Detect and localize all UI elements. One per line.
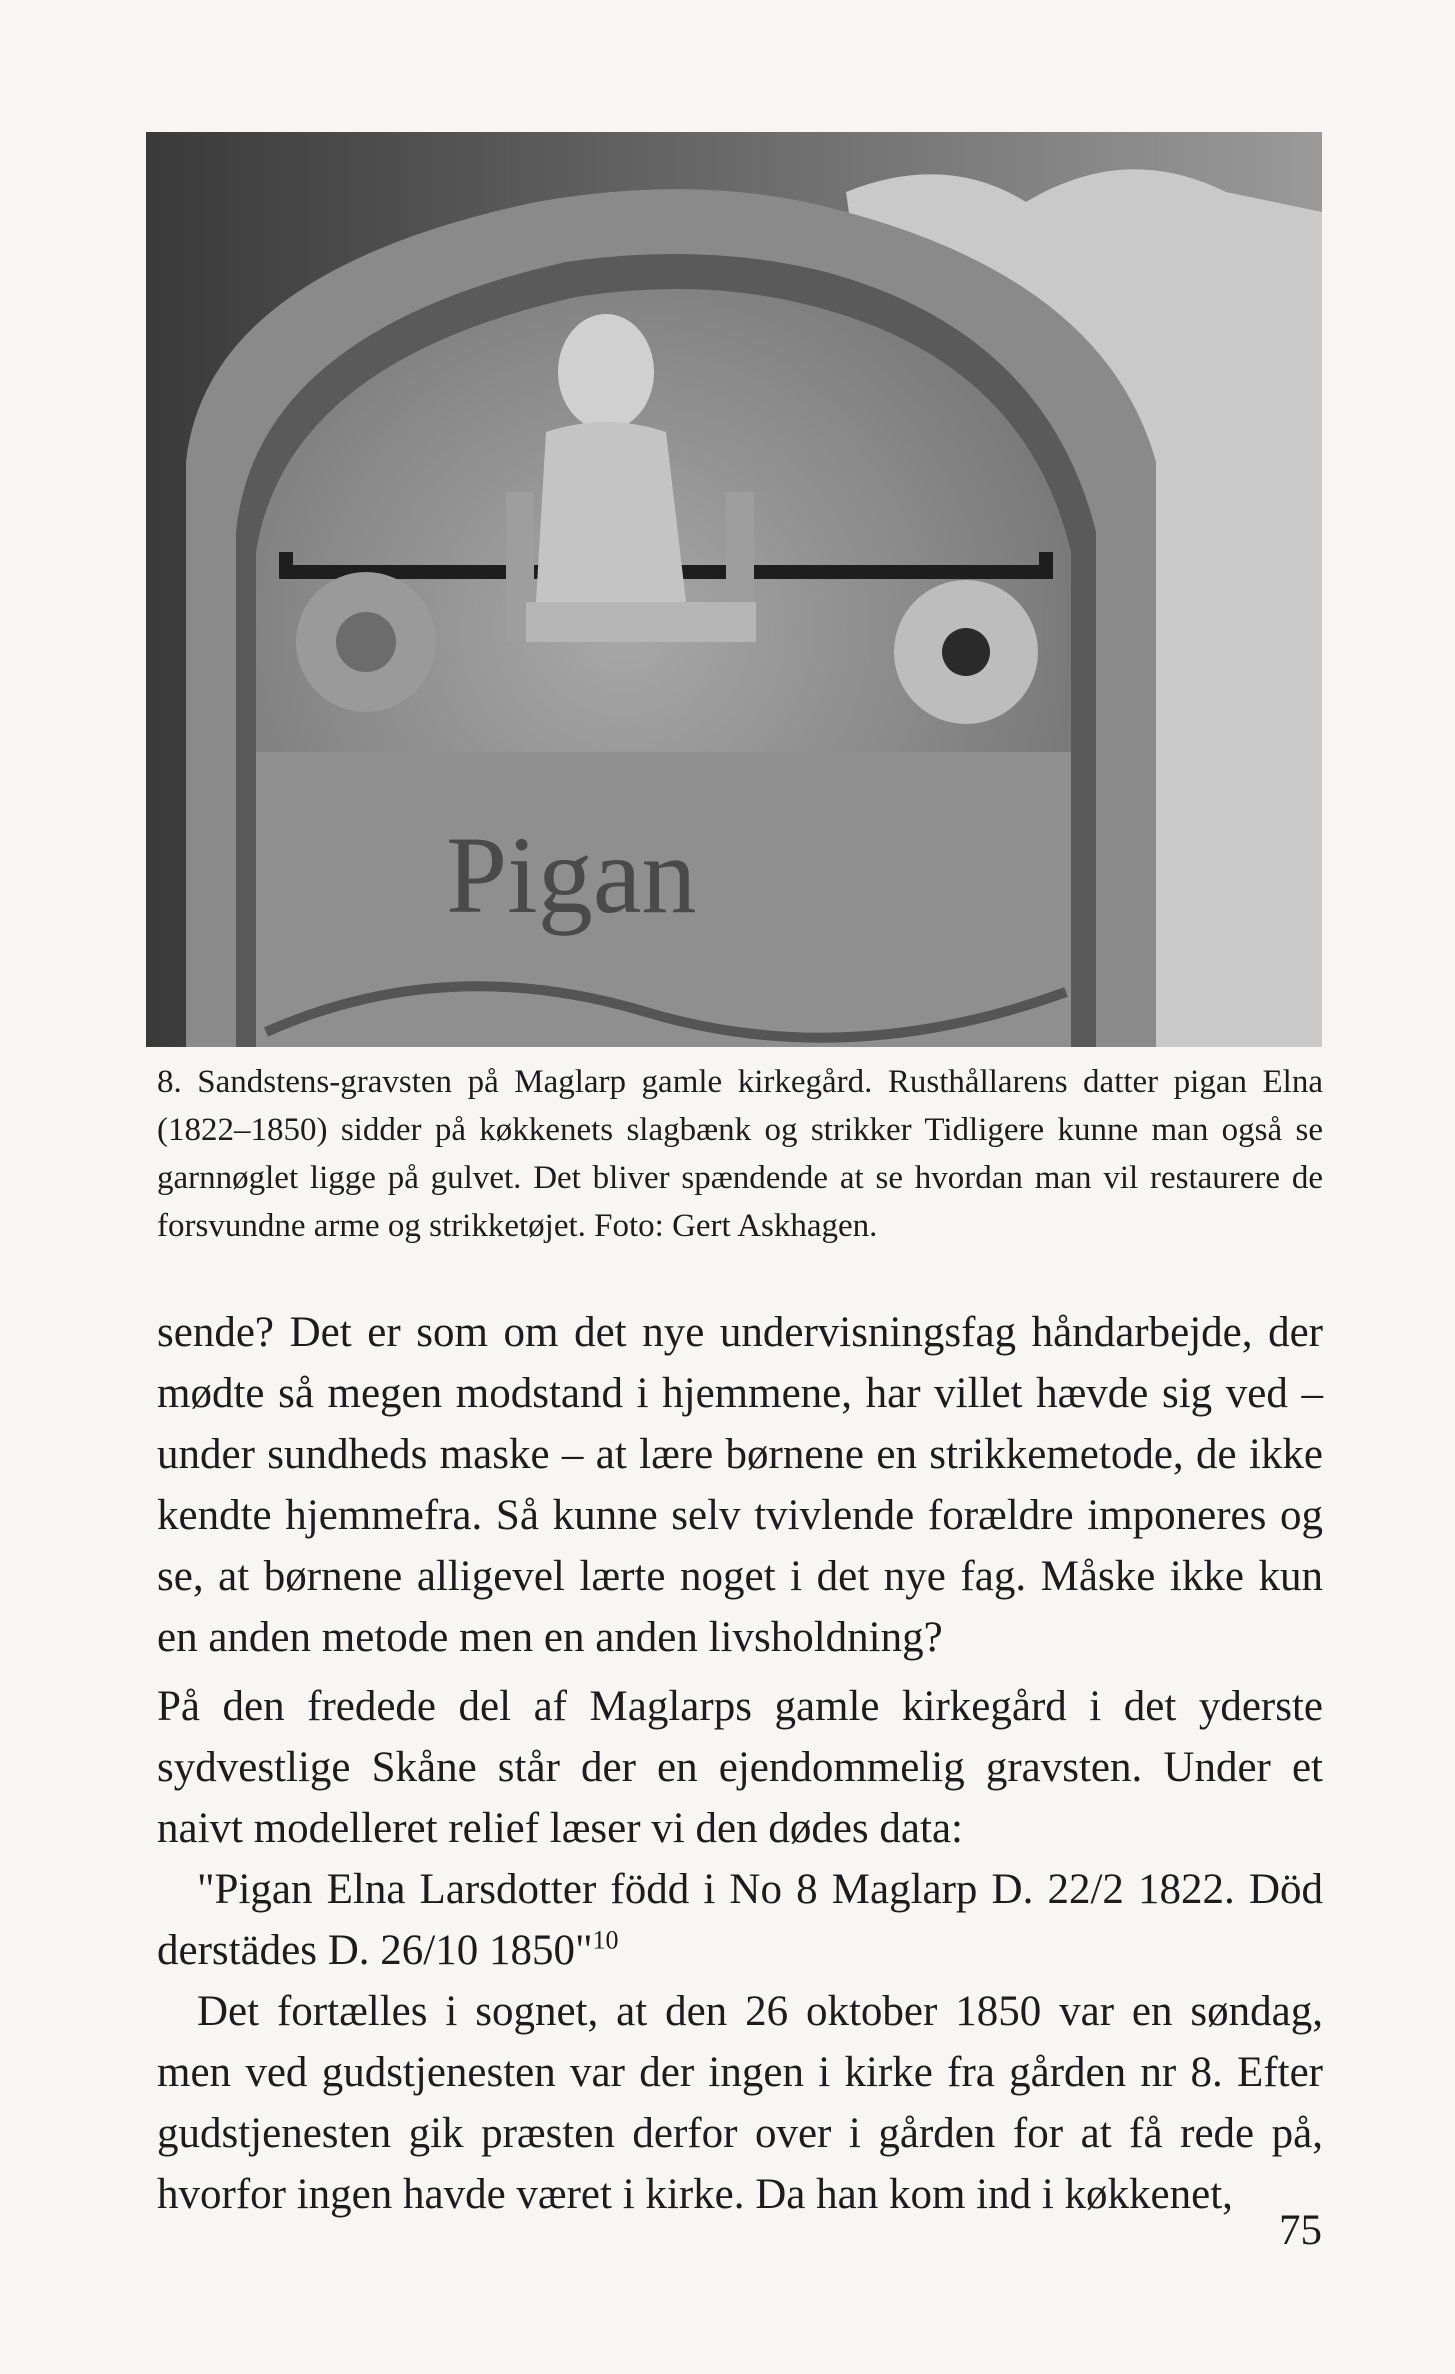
inscription-text: Pigan <box>446 814 697 936</box>
gravestone-illustration <box>146 132 1322 1047</box>
gravestone-photo <box>146 132 1322 1047</box>
section-intro: På den fredede del af Maglarps gamle kirkegård i det yderste sydvestlige Skåne står der en ejendommelig gravsten. Under et naivt modelleret relief læser vi den dødes data: <box>157 1683 1323 1852</box>
footnote-reference[interactable]: 10 <box>592 1925 619 1955</box>
page-number: 75 <box>1279 2207 1322 2254</box>
body-paragraph-1: sende? Det er som om det nye undervisningsfag håndarbejde, der mødte så megen modstand i hjemmene, har villet hævde sig ved – under sundheds maske – at lære børnene en strikkemetode, de ikke kendte hjemmefra. Så kunne selv tvivlende forældre imponeres og se, at børnene alligevel lærte noget i det nye fag. Måske ikke kun en anden metode men en anden livsholdning? <box>157 1309 1323 1661</box>
inscription-quote: "Pigan Elna Larsdotter född i No 8 Maglarp D. 22/2 1822. Död derstädes D. 26/10 1850"$^{10}$ <box>157 1866 1323 1974</box>
section-continuation: Det fortælles i sognet, at den 26 oktober 1850 var en søndag, men ved gudstjenesten var der ingen i kirke fra gården nr 8. Efter gudstjenesten gik præsten derfor over i gården for at få rede på, hvorfor ingen havde været i kirke. Da han kom ind i køkkenet, <box>157 1988 1323 2218</box>
body-section-2 <box>157 1676 1323 2225</box>
figure-caption: 8. Sandstens-gravsten på Maglarp gamle kirkegård. Rusthållarens datter pigan Elna (1822–1850) sidder på køkkenets slagbænk og strikker Tidligere kunne man også se garnnøglet ligge på gulvet. Det bliver spændende at se hvordan man vil restaurere de forsvundne arme og strikketøjet. Foto: Gert Askhagen. <box>157 1064 1323 1244</box>
